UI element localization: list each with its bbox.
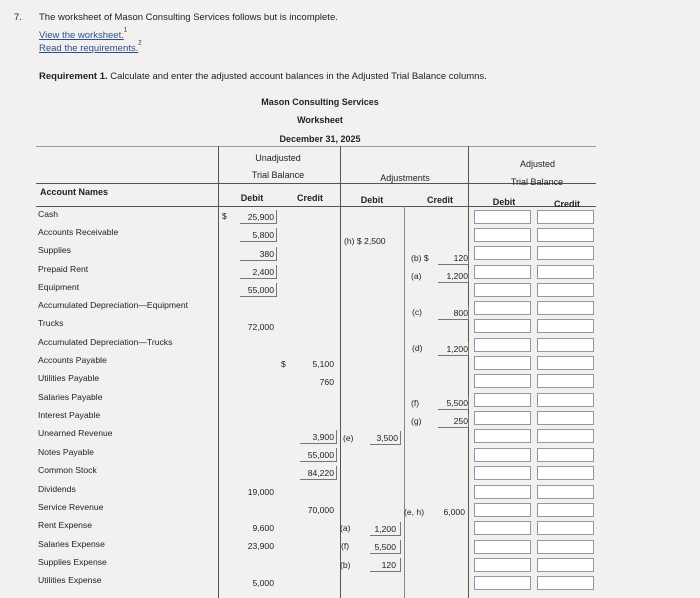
- account-names-header: Account Names: [40, 187, 109, 197]
- account-supplies: Supplies: [38, 245, 71, 255]
- adj-credit-prepaid: 1,200: [446, 271, 468, 281]
- atb-credit-input[interactable]: [537, 576, 594, 590]
- worksheet-date: December 31, 2025: [279, 134, 361, 144]
- atb-debit-input[interactable]: [474, 319, 531, 333]
- adj-ref-service: (e, h): [404, 507, 425, 517]
- adj-credit-supplies: 120: [453, 253, 468, 263]
- question-text: The worksheet of Mason Consulting Services follows but is incomplete.: [39, 12, 338, 23]
- read-requirements-link[interactable]: [39, 38, 142, 56]
- atb-credit-input[interactable]: [537, 540, 594, 554]
- account-interest-payable: Interest Payable: [38, 410, 101, 420]
- atb-debit-input[interactable]: [474, 393, 531, 407]
- atb-debit-input[interactable]: [474, 265, 531, 279]
- adj-debit-rent: 1,200: [374, 524, 396, 534]
- atb-debit-input[interactable]: [474, 246, 531, 260]
- ut-debit-supplies: 380: [259, 249, 274, 259]
- atb-debit-input[interactable]: [474, 521, 531, 535]
- cell-border: [438, 414, 469, 428]
- atb-credit-input[interactable]: [537, 265, 594, 279]
- ut-debit-dividends: 19,000: [247, 487, 274, 497]
- account-notes-payable: Notes Payable: [38, 447, 94, 457]
- cell-border: [370, 431, 401, 445]
- adj-credit-intpay: 250: [453, 416, 468, 426]
- atb-debit-input[interactable]: [474, 503, 531, 517]
- account-unearned-revenue: Unearned Revenue: [38, 428, 113, 438]
- top-rule: [36, 146, 596, 147]
- adj-ref-supexp: (b): [340, 560, 351, 570]
- cell-border: [300, 430, 337, 444]
- ut-credit-service: 70,000: [307, 505, 334, 515]
- atb-credit-input[interactable]: [537, 485, 594, 499]
- adjusted-header-1: Adjusted: [519, 159, 556, 169]
- dollar-sign: $: [222, 211, 227, 221]
- unadjusted-header-2: Trial Balance: [251, 170, 305, 180]
- account-prepaid-rent: Prepaid Rent: [38, 264, 89, 274]
- adj-credit-accum-eq: 800: [453, 308, 468, 318]
- atb-debit-input[interactable]: [474, 338, 531, 352]
- view-worksheet-label[interactable]: View the worksheet.: [39, 30, 124, 41]
- unadjusted-header-1: Unadjusted: [255, 153, 301, 163]
- account-salaries-expense: Salaries Expense: [38, 539, 105, 549]
- account-ar: Accounts Receivable: [38, 227, 119, 237]
- adj-ref-accum-tr: (d): [412, 343, 423, 353]
- atb-credit-input[interactable]: [537, 521, 594, 535]
- account-common-stock: Common Stock: [38, 465, 97, 475]
- account-utilities-expense: Utilities Expense: [38, 575, 102, 585]
- ut-debit-rent-exp: 9,600: [252, 523, 274, 533]
- question-number: 7.: [14, 12, 22, 23]
- atb-debit-input[interactable]: [474, 485, 531, 499]
- account-utilities-payable: Utilities Payable: [38, 373, 100, 383]
- ut-debit-util-exp: 5,000: [252, 578, 274, 588]
- cell-border: [370, 522, 401, 536]
- ut-debit-equipment: 55,000: [247, 285, 274, 295]
- col-line-3: [468, 146, 469, 598]
- ut-debit-sal-exp: 23,900: [247, 541, 274, 551]
- cell-border: [438, 306, 469, 320]
- adj-ref-prepaid: (a): [411, 271, 422, 281]
- account-accum-dep-equipment: Accumulated Depreciation—Equipment: [38, 300, 188, 310]
- requirement-line: [39, 71, 487, 82]
- ut-credit-unearned: 3,900: [312, 432, 334, 442]
- account-trucks: Trucks: [38, 318, 64, 328]
- account-rent-expense: Rent Expense: [38, 520, 92, 530]
- account-dividends: Dividends: [38, 484, 76, 494]
- cell-border: [240, 210, 277, 224]
- atb-credit-input[interactable]: [537, 338, 594, 352]
- adj-ref-unearned: (e): [343, 433, 354, 443]
- atb-credit-input[interactable]: [537, 466, 594, 480]
- ut-credit-header: Credit: [296, 193, 323, 203]
- requirement-text: Calculate and enter the adjusted account balances in the Adjusted Trial Balance columns.: [110, 71, 487, 82]
- ut-credit-ap: 5,100: [312, 359, 334, 369]
- atb-credit-input[interactable]: [537, 558, 594, 572]
- cell-border: [240, 228, 277, 242]
- cell-border: [438, 251, 469, 265]
- adj-ref-intpay: (g): [411, 416, 422, 426]
- adj-ref-supplies: (b) $: [411, 253, 429, 263]
- adj-debit-unearned: 3,500: [376, 433, 398, 443]
- adj-debit-supexp: 120: [381, 560, 396, 570]
- atb-credit-input[interactable]: [537, 210, 594, 224]
- adj-mid-line: [404, 206, 405, 598]
- footnote-1: 1: [123, 27, 128, 34]
- atb-debit-input[interactable]: [474, 301, 531, 315]
- atb-debit-input[interactable]: [474, 558, 531, 572]
- atb-credit-input[interactable]: [537, 393, 594, 407]
- atb-debit-input[interactable]: [474, 448, 531, 462]
- cell-border: [300, 466, 337, 480]
- atb-credit-input[interactable]: [537, 228, 594, 242]
- atb-credit-input[interactable]: [537, 448, 594, 462]
- atb-credit-input[interactable]: [537, 411, 594, 425]
- dollar-sign: $: [281, 359, 286, 369]
- atb-credit-input[interactable]: [537, 374, 594, 388]
- ut-debit-header: Debit: [240, 193, 264, 203]
- account-accum-dep-trucks: Accumulated Depreciation—Trucks: [38, 337, 173, 347]
- atb-debit-input[interactable]: [474, 429, 531, 443]
- ut-debit-prepaid: 2,400: [252, 267, 274, 277]
- adj-ref-salpay: (f): [411, 398, 420, 408]
- read-requirements-label[interactable]: Read the requirements.: [39, 43, 139, 54]
- atb-debit-input[interactable]: [474, 411, 531, 425]
- atb-credit-input[interactable]: [537, 429, 594, 443]
- atb-debit-input[interactable]: [474, 356, 531, 370]
- adj-credit-service: 6,000: [443, 507, 465, 517]
- account-equipment: Equipment: [38, 282, 80, 292]
- cell-border: [240, 247, 277, 261]
- cell-border: [438, 342, 469, 356]
- requirement-label: Requirement 1.: [39, 71, 108, 82]
- atb-credit-input[interactable]: [537, 503, 594, 517]
- cell-border: [370, 558, 401, 572]
- footnote-2: 2: [138, 40, 142, 47]
- adj-ref-accum-eq: (c): [412, 307, 423, 317]
- ut-debit-trucks: 72,000: [247, 322, 274, 332]
- atb-debit-header: Debit: [492, 197, 516, 207]
- adj-debit-sal: 5,500: [374, 542, 396, 552]
- atb-credit-input[interactable]: [537, 319, 594, 333]
- ut-credit-util-pay: 760: [319, 377, 334, 387]
- cell-border: [438, 269, 469, 283]
- account-salaries-payable: Salaries Payable: [38, 392, 103, 402]
- account-service-revenue: Service Revenue: [38, 502, 104, 512]
- cell-border: [370, 540, 401, 554]
- ut-credit-common: 84,220: [307, 468, 334, 478]
- account-ap: Accounts Payable: [38, 355, 107, 365]
- adj-credit-accum-tr: 1,200: [446, 344, 468, 354]
- cell-border: [300, 448, 337, 462]
- atb-credit-input[interactable]: [537, 301, 594, 315]
- account-supplies-expense: Supplies Expense: [38, 557, 107, 567]
- atb-credit-input[interactable]: [537, 356, 594, 370]
- cell-border: [240, 283, 277, 297]
- adj-credit-salpay: 5,500: [446, 398, 468, 408]
- adj-credit-header: Credit: [426, 195, 453, 205]
- company-name: Mason Consulting Services: [261, 97, 379, 107]
- adj-ref-sal: (f): [341, 541, 350, 551]
- ut-debit-ar: 5,800: [252, 230, 274, 240]
- atb-debit-input[interactable]: [474, 210, 531, 224]
- adj-ref-rent: (a): [340, 523, 351, 533]
- adj-debit-ar: (h) $ 2,500: [344, 236, 386, 246]
- atb-debit-input[interactable]: [474, 540, 531, 554]
- cell-border: [240, 265, 277, 279]
- adjusted-header-2: Trial Balance: [510, 177, 564, 187]
- atb-debit-input[interactable]: [474, 283, 531, 297]
- adjustments-header: Adjustments: [380, 173, 430, 183]
- adj-debit-header: Debit: [360, 195, 384, 205]
- ut-debit-cash: 25,900: [247, 212, 274, 222]
- ut-credit-notes: 55,000: [307, 450, 334, 460]
- account-cash: Cash: [38, 209, 59, 219]
- atb-credit-input[interactable]: [537, 283, 594, 297]
- atb-credit-input[interactable]: [537, 246, 594, 260]
- atb-debit-input[interactable]: [474, 374, 531, 388]
- atb-debit-input[interactable]: [474, 228, 531, 242]
- atb-debit-input[interactable]: [474, 466, 531, 480]
- atb-credit-header: Credit: [553, 199, 580, 209]
- cell-border: [438, 396, 469, 410]
- atb-debit-input[interactable]: [474, 576, 531, 590]
- worksheet-title: Worksheet: [297, 115, 343, 125]
